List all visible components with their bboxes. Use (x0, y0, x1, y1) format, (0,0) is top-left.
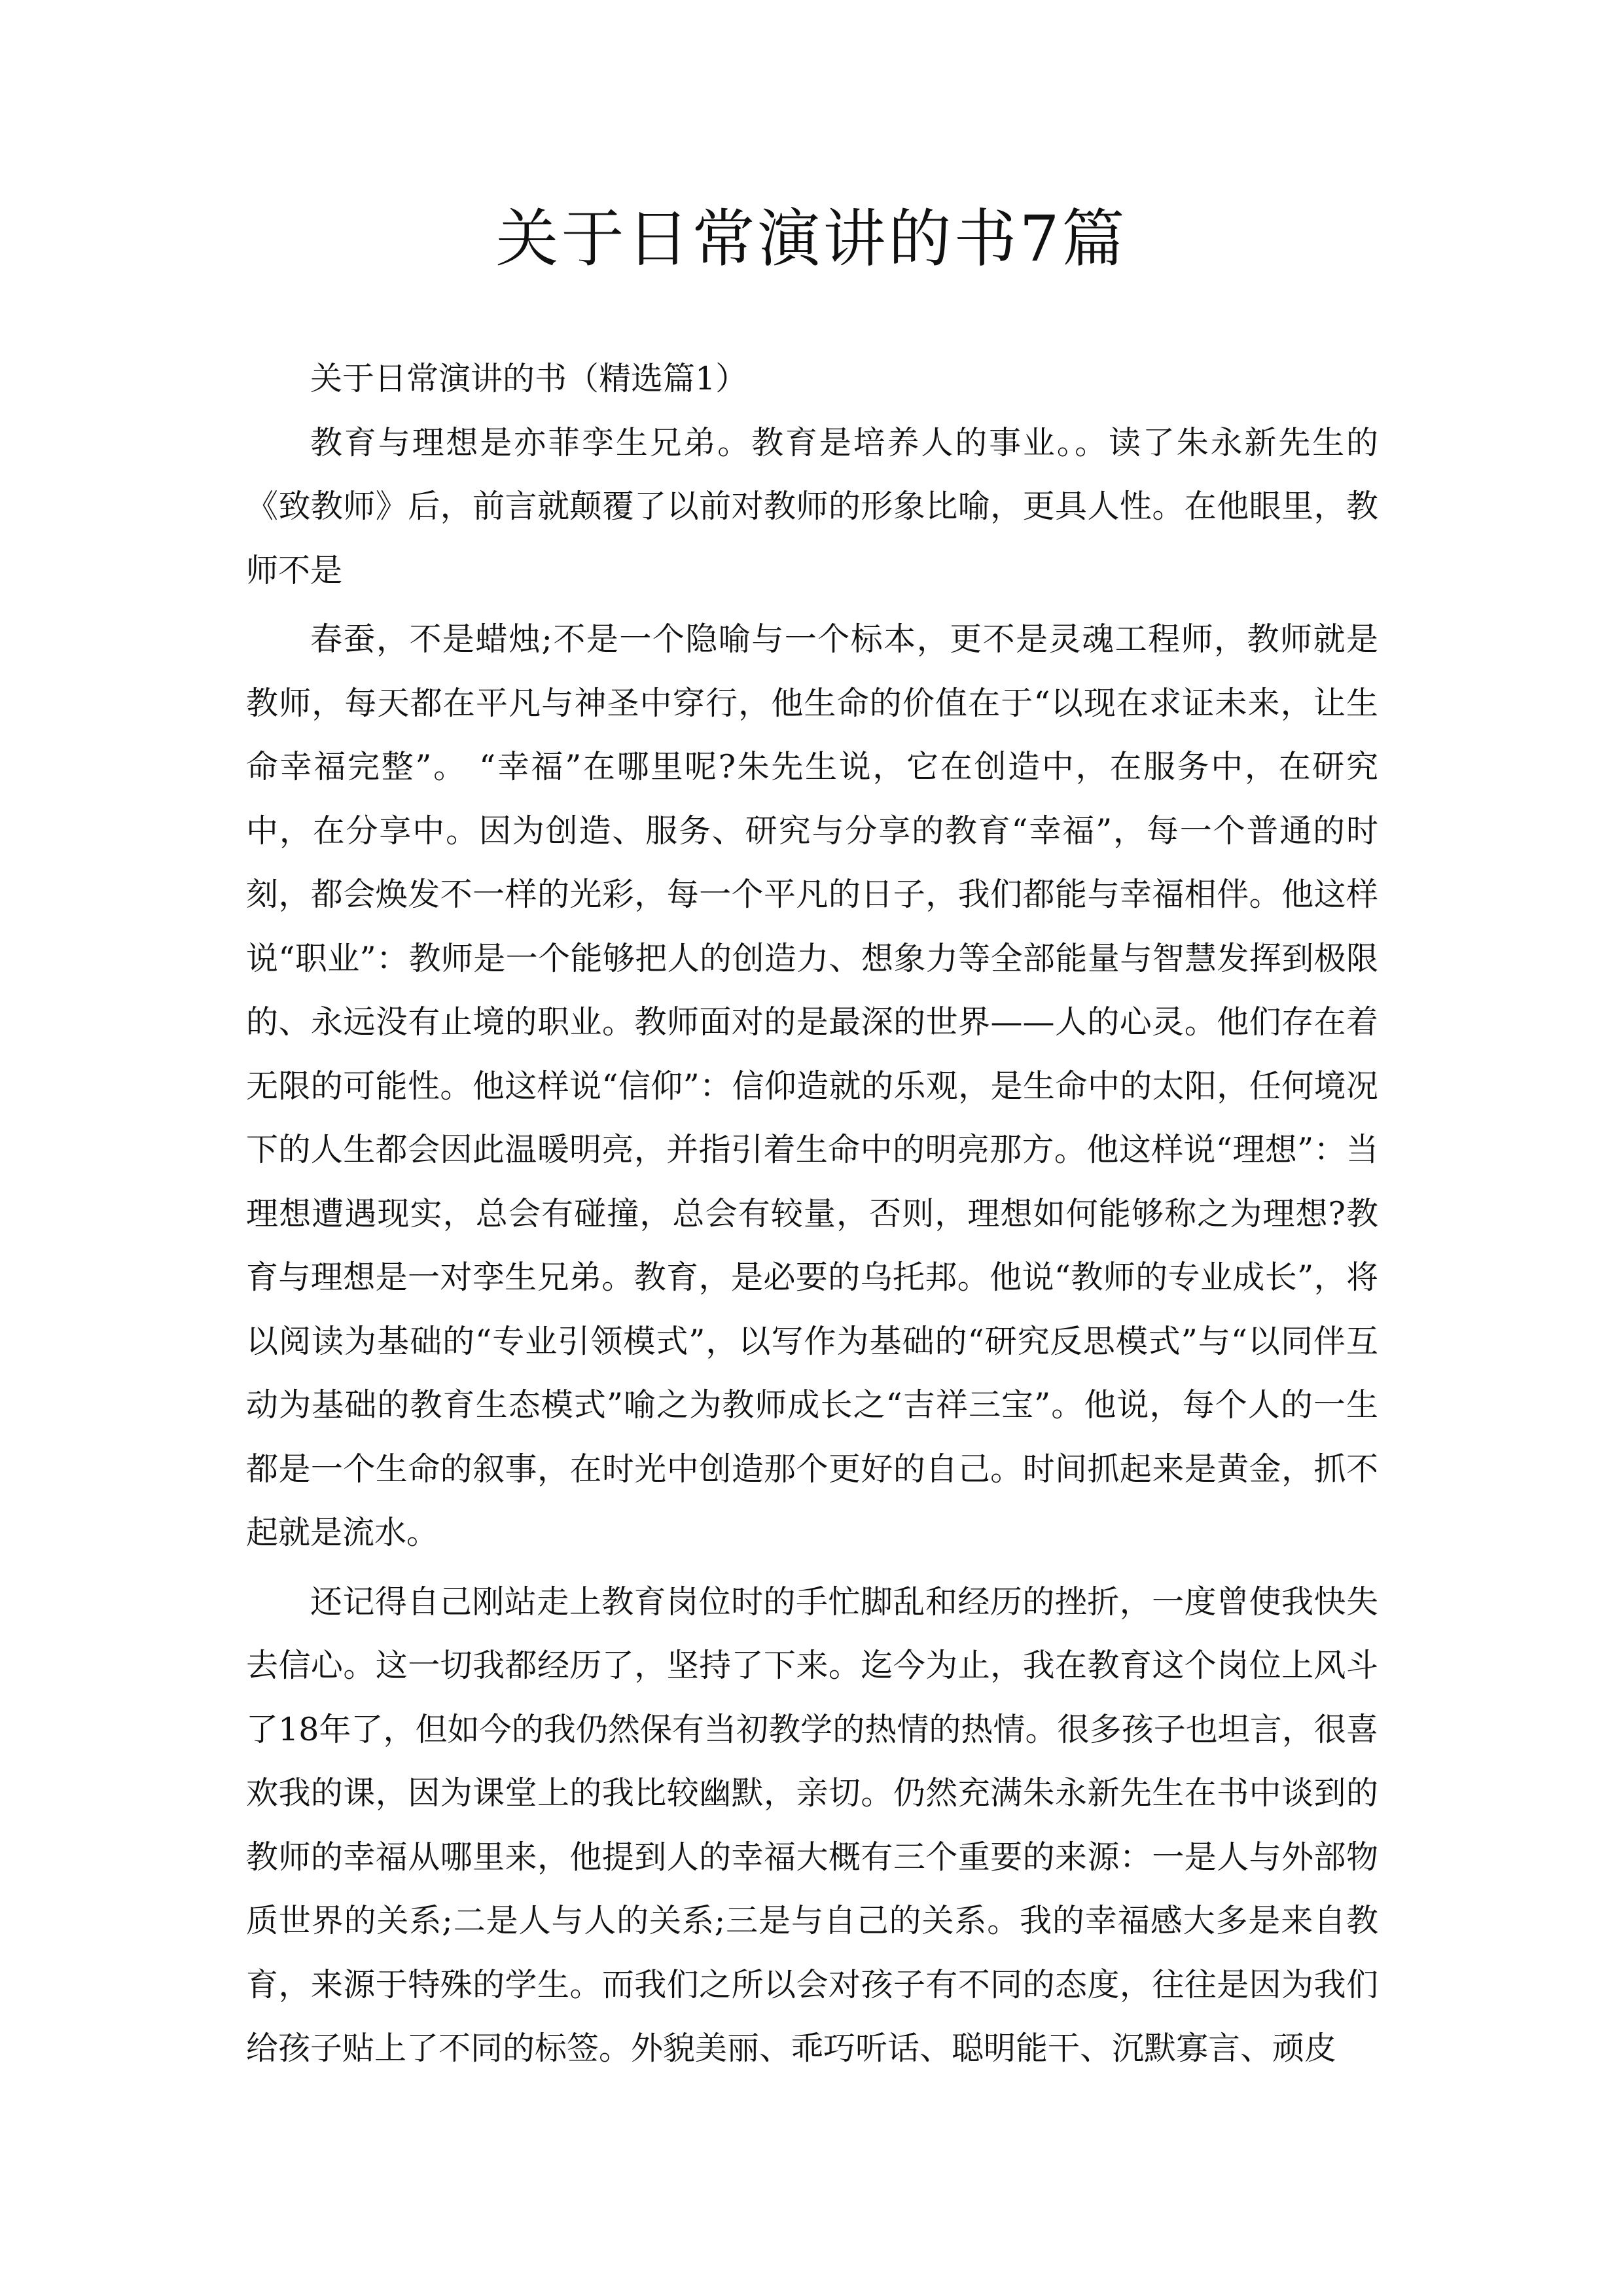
paragraph: 春蚕，不是蜡烛;不是一个隐喻与一个标本，更不是灵魂工程师，教师就是教师，每天都在平凡与神圣中穿行，他生命的价值在于“以现在求证未来，让生命幸福完整”。 “幸福”在哪里呢?朱先生说，它在创造中，在服务中，在研究中，在分享中。因为创造、服务、研究与分享的教育“幸福”，每一个普通的时刻，都会焕发不一样的光彩，每一个平凡的日子，我们都能与幸福相伴。他这样说“职业”：教师是一个能够把人的创造力、想象力等全部能量与智慧发挥到极限的、永远没有止境的职业。教师面对的是最深的世界——人的心灵。他们存在着无限的可能性。他这样说“信仰”：信仰造就的乐观，是生命中的太阳，任何境况下的人生都会因此温暖明亮，并指引着生命中的明亮那方。他这样说“理想”：当理想遭遇现实，总会有碰撞，总会有较量，否则，理想如何能够称之为理想?教育与理想是一对孪生兄弟。教育，是必要的乌托邦。他说“教师的专业成长”，将以阅读为基础的“专业引领模式”，以写作为基础的“研究反思模式”与“以同伴互动为基础的教育生态模式”喻之为教师成长之“吉祥三宝”。他说，每个人的一生都是一个生命的叙事，在时光中创造那个更好的自己。时间抓起来是黄金，抓不起就是流水。 (246, 620, 1378, 1551)
section-heading: 关于日常演讲的书（精选篇1） (310, 360, 748, 397)
document-title: 关于日常演讲的书7篇 (495, 202, 1128, 276)
paragraph: 教育与理想是亦菲孪生兄弟。教育是培养人的事业。。读了朱永新先生的《致教师》后，前言就颠覆了以前对教师的形象比喻，更具人性。在他眼里，教师不是 (246, 423, 1378, 589)
document-body (246, 347, 1378, 2086)
paragraph: 还记得自己刚站走上教育岗位时的手忙脚乱和经历的挫折，一度曾使我快失去信心。这一切我都经历了，坚持了下来。迄今为止，我在教育这个岗位上风斗了18年了，但如今的我仍然保有当初教学的热情的热情。很多孩子也坦言，很喜欢我的课，因为课堂上的我比较幽默，亲切。仍然充满朱永新先生在书中谈到的教师的幸福从哪里来，他提到人的幸福大概有三个重要的来源：一是人与外部物质世界的关系;二是人与人的关系;三是与自己的关系。我的幸福感大多是来自教育，来源于特殊的学生。而我们之所以会对孩子有不同的态度，往往是因为我们给孩子贴上了不同的标签。外貌美丽、乖巧听话、聪明能干、沉默寡言、顽皮 (246, 1583, 1378, 2067)
